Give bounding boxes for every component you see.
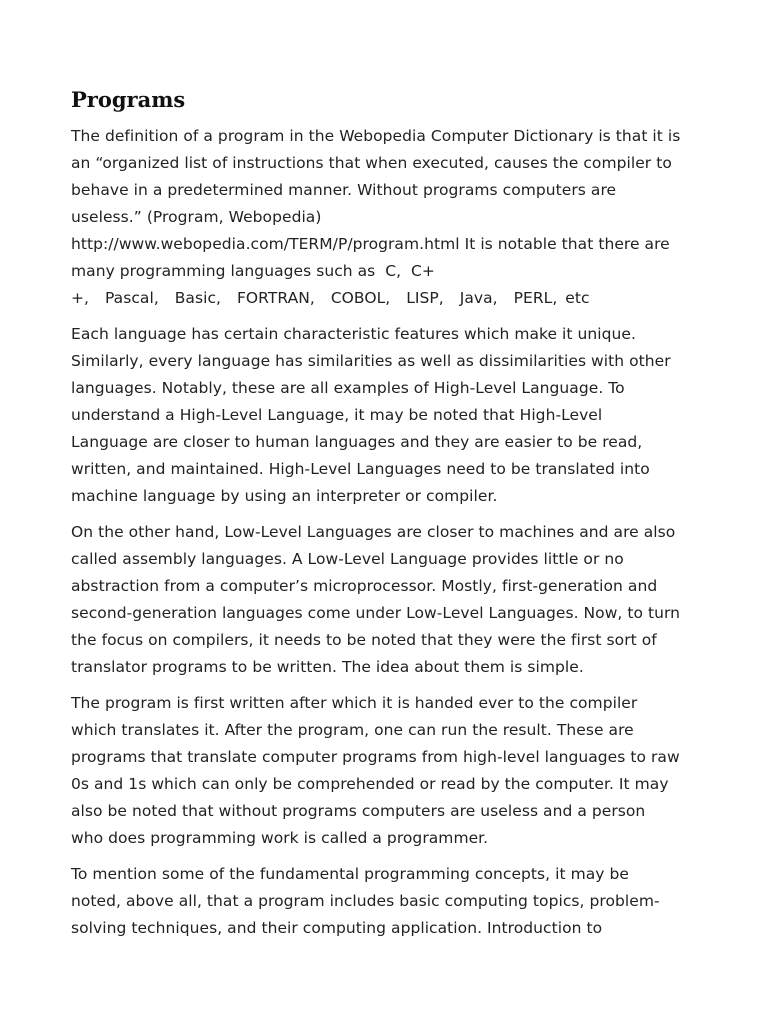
paragraph-high-level [71, 321, 699, 510]
text-line: +, Pascal, Basic, FORTRAN, COBOL, LISP, Java, PERL, etc [71, 289, 590, 307]
text-line: which translates it. After the program, one can run the result. These are [71, 721, 634, 739]
text-line: The definition of a program in the Webopedia Computer Dictionary is that it is [71, 127, 681, 145]
text-line: programs that translate computer programs from high-level languages to raw [71, 748, 680, 766]
text-line: understand a High-Level Language, it may be noted that High-Level [71, 406, 603, 424]
text-line: The program is first written after which it is handed ever to the compiler [71, 694, 638, 712]
text-line: written, and maintained. High-Level Languages need to be translated into [71, 460, 650, 478]
document-page [71, 86, 699, 951]
text-line: also be noted that without programs computers are useless and a person [71, 802, 646, 820]
text-line: Language are closer to human languages and they are easier to be read, [71, 433, 643, 451]
text-line: languages. Notably, these are all examples of High-Level Language. To [71, 379, 625, 397]
text-line: called assembly languages. A Low-Level Language provides little or no [71, 550, 624, 568]
text-line: who does programming work is called a programmer. [71, 829, 489, 847]
text-line: useless.” (Program, Webopedia) [71, 208, 322, 226]
text-line: many programming languages such as C, C+ [71, 262, 435, 280]
paragraph-concepts [71, 861, 699, 942]
text-line: the focus on compilers, it needs to be noted that they were the first sort of [71, 631, 657, 649]
text-line: an “organized list of instructions that when executed, causes the compiler to [71, 154, 672, 172]
text-line: translator programs to be written. The idea about them is simple. [71, 658, 584, 676]
paragraph-low-level [71, 519, 699, 681]
text-line: On the other hand, Low-Level Languages are closer to machines and are also [71, 523, 676, 541]
page-title: Programs [71, 87, 186, 112]
paragraph-definition [71, 123, 699, 312]
text-line: To mention some of the fundamental programming concepts, it may be [71, 865, 629, 883]
text-line: noted, above all, that a program includes basic computing topics, problem- [71, 892, 660, 910]
text-line: solving techniques, and their computing application. Introduction to [71, 919, 603, 937]
text-line: Each language has certain characteristic features which make it unique. [71, 325, 636, 343]
text-line: 0s and 1s which can only be comprehended or read by the computer. It may [71, 775, 669, 793]
text-line: http://www.webopedia.com/TERM/P/program.html It is notable that there are [71, 235, 670, 253]
text-line: behave in a predetermined manner. Without programs computers are [71, 181, 617, 199]
text-line: machine language by using an interpreter or compiler. [71, 487, 498, 505]
paragraph-compiler [71, 690, 699, 852]
text-line: Similarly, every language has similarities as well as dissimilarities with other [71, 352, 671, 370]
text-line: second-generation languages come under Low-Level Languages. Now, to turn [71, 604, 681, 622]
text-line: abstraction from a computer’s microprocessor. Mostly, first-generation and [71, 577, 658, 595]
